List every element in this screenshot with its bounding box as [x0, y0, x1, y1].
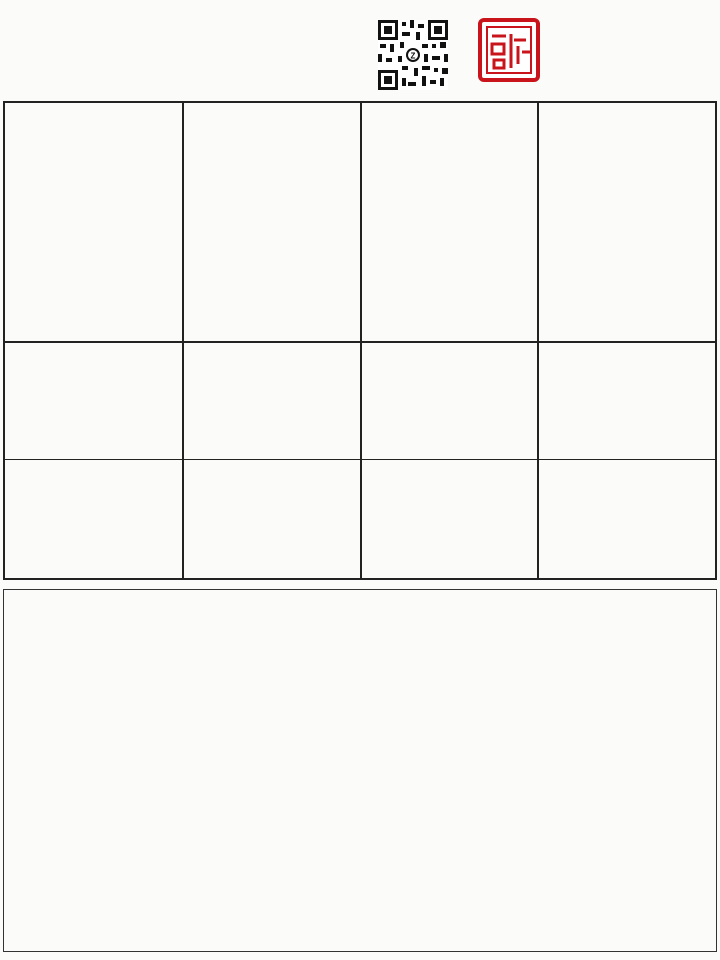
svg-text:Z: Z: [410, 51, 416, 61]
qr-code[interactable]: [378, 20, 448, 90]
grid-line: [360, 103, 362, 578]
logo: [478, 12, 718, 96]
bazi-chart: [3, 101, 717, 580]
logo-graphic: [478, 12, 718, 96]
yearly-luck-table: [3, 589, 717, 952]
grid-line: [537, 103, 539, 578]
grid-line: [182, 103, 184, 578]
